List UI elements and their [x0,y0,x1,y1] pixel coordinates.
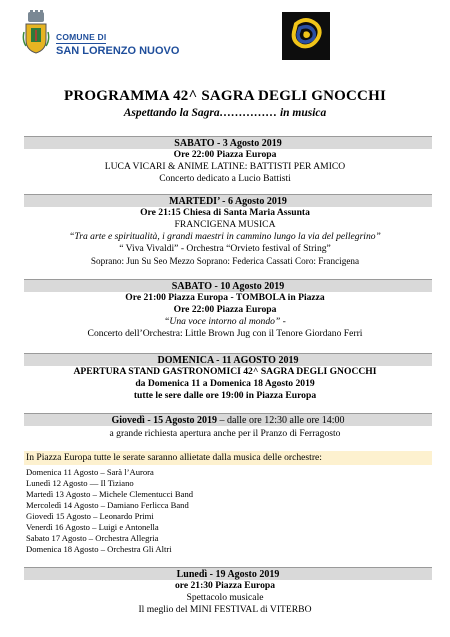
event-header-sabato-3: SABATO - 3 Agosto 2019 [24,136,432,149]
event-line: “ Viva Vivaldi” - Orchestra “Orvieto festival of String” [119,243,331,254]
event-date: Giovedì - 15 Agosto 2019 [111,415,220,426]
event-header-domenica-11: DOMENICA - 11 AGOSTO 2019 [24,353,432,366]
sagra-logo-icon [282,12,330,60]
event-hours: – dalle ore 12:30 alle ore 14:00 [219,415,345,426]
orchestra-item: Sabato 17 Agosto – Orchestra Allegria [26,533,159,543]
event-time: Ore 21:15 Chiesa di Santa Maria Assunta [140,207,310,218]
event-header-giovedi-15 [24,413,432,426]
event-line: LUCA VICARI & ANIME LATINE: BATTISTI PER AMICO [104,161,346,172]
page-header [0,0,450,80]
event-line: Concerto dell’Orchestra: Little Brown Jug con il Tenore Giordano Ferri [87,328,363,339]
program-title: PROGRAMMA 42^ SAGRA DEGLI GNOCCHI [64,88,386,104]
orchestra-item: Domenica 11 Agosto – Sarà l’Aurora [26,467,154,477]
event-time: Ore 21:00 Piazza Europa [125,292,229,303]
orchestre-intro: In Piazza Europa tutte le serate saranno allietate dalla musica delle orchestre: [24,451,432,465]
event-time: Ore 22:00 Piazza Europa [173,149,277,160]
comune-label: COMUNE DI [56,32,107,42]
event-line: Il meglio del MINI FESTIVAL di VITERBO [138,604,312,615]
event-line: Soprano: Jun Su Seo Mezzo Soprano: Federica Cassati Coro: Francigena [90,256,360,266]
orchestra-item: Domenica 18 Agosto – Orchestra Gli Altri [26,544,172,554]
event-time: Ore 22:00 Piazza Europa [173,304,277,315]
orchestra-item: Giovedì 15 Agosto – Leonardo Primi [26,511,154,521]
program-subtitle: Aspettando la Sagra…………… in musica [123,107,327,119]
event-line: “Tra arte e spiritualità, i grandi maestri in cammino lungo la via del pellegrino” [69,231,381,242]
event-line: “Una voce intorno al mondo” - [164,316,286,327]
event-line: tutte le sere dalle ore 19:00 in Piazza Europa [133,390,317,401]
orchestra-item: Mercoledì 14 Agosto – Damiano Ferlicca Band [26,500,189,510]
event-line: APERTURA STAND GASTRONOMICI 42^ SAGRA DEGLI GNOCCHI [73,366,377,377]
orchestra-item: Martedì 13 Agosto – Michele Clementucci Band [26,489,194,499]
event-header-sabato-10: SABATO - 10 Agosto 2019 [24,279,432,292]
event-line: a grande richiesta apertura anche per il Pranzo di Ferragosto [109,428,341,439]
event-time-line [0,292,450,304]
comune-title: SAN LORENZO NUOVO [56,44,180,57]
comune-name [56,28,179,57]
municipal-crest-icon [22,10,50,54]
event-time: ore 21:30 Piazza Europa [174,580,276,591]
event-line: da Domenica 11 a Domenica 18 Agosto 2019 [135,378,315,389]
orchestra-item: Lunedì 12 Agosto — Il Tiziano [26,478,134,488]
event-time-rest: - TOMBOLA in Piazza [228,292,325,303]
event-header-martedi-6: MARTEDI’ - 6 Agosto 2019 [24,194,432,207]
orchestra-item: Venerdì 16 Agosto – Luigi e Antonella [26,522,159,532]
event-line: Concerto dedicato a Lucio Battisti [159,173,291,184]
event-line: FRANCIGENA MUSICA [174,219,276,230]
event-line: Spettacolo musicale [186,592,264,603]
event-header-lunedi-19: Lunedì - 19 Agosto 2019 [24,567,432,580]
